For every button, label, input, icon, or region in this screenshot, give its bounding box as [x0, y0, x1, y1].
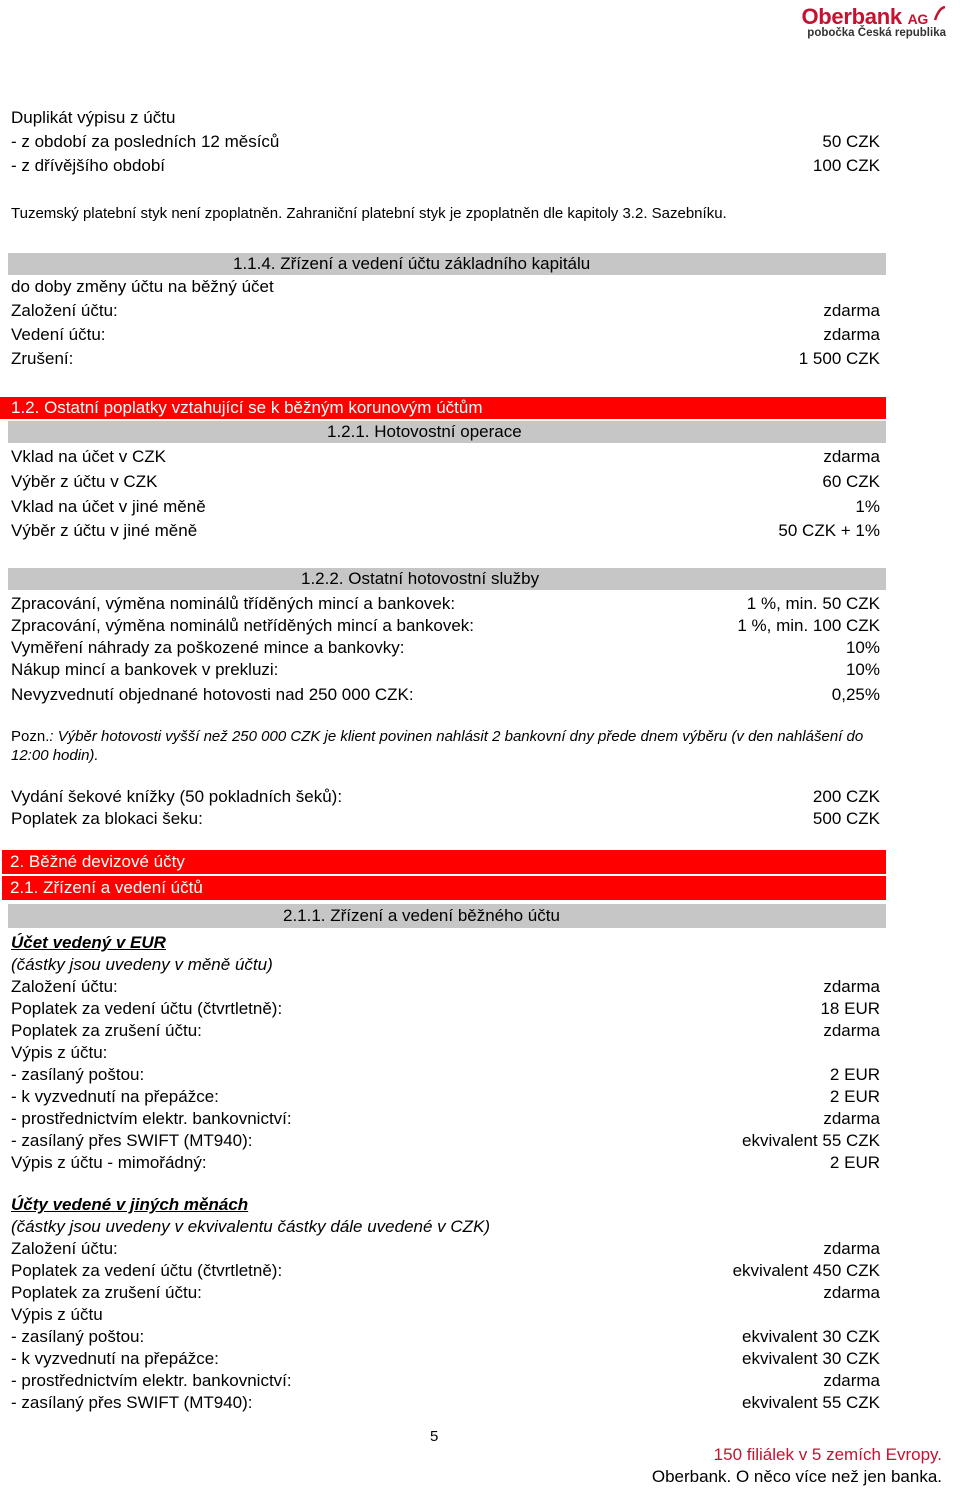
eur-account-heading: Účet vedený v EUR [11, 933, 166, 952]
fee-row: - zasílaný poštou: ekvivalent 30 CZK [11, 1327, 880, 1346]
fee-row: Zrušení: 1 500 CZK [11, 349, 880, 368]
fee-row: Poplatek za vedení účtu (čtvrtletně): 18 EUR [11, 999, 880, 1018]
section-2-1-1-header: 2.1.1. Zřízení a vedení běžného účtu [8, 904, 886, 928]
fee-row: - k vyzvednutí na přepážce: ekvivalent 30 CZK [11, 1349, 880, 1368]
fee-row: Založení účtu: zdarma [11, 977, 880, 996]
fee-row: Poplatek za zrušení účtu: zdarma [11, 1283, 880, 1302]
withdrawal-note: Pozn.: Výběr hotovosti vyšší než 250 000 CZK je klient povinen nahlásit 2 bankovní dny přede dnem výběru (v den nahlášení do 12:00 hodin). [11, 728, 864, 764]
page-number: 5 [430, 1428, 439, 1445]
section-subtitle: do doby změny účtu na běžný účet [11, 277, 274, 296]
fee-row: Zpracování, výměna nominálů netříděných mincí a bankovek: 1 %, min. 100 CZK [11, 616, 880, 635]
logo-swoosh-icon [932, 6, 946, 22]
oberbank-logo [746, 4, 946, 40]
fee-row: - zasílaný přes SWIFT (MT940): ekvivalent 55 CZK [11, 1131, 880, 1150]
fee-row: - z období za posledních 12 měsíců 50 CZK [11, 132, 880, 151]
logo-name: Oberbank AG [801, 4, 928, 29]
fee-row: Poplatek za blokaci šeku: 500 CZK [11, 809, 880, 828]
fee-row: Založení účtu: zdarma [11, 1239, 880, 1258]
footer-tagline-branches: 150 filiálek v 5 zemích Evropy. [713, 1445, 942, 1464]
fee-row: Výběr z účtu v CZK 60 CZK [11, 472, 880, 491]
fee-row: Poplatek za vedení účtu (čtvrtletně): ekvivalent 450 CZK [11, 1261, 880, 1280]
fee-row: Zpracování, výměna nominálů tříděných mincí a bankovek: 1 %, min. 50 CZK [11, 594, 880, 613]
fee-row: Vklad na účet v jiné měně 1% [11, 497, 880, 516]
other-currency-subtitle: (částky jsou uvedeny v ekvivalentu částky dále uvedené v CZK) [11, 1217, 491, 1236]
section-2-header: 2. Běžné devizové účty [2, 850, 886, 874]
fee-row: Nevyzvednutí objednané hotovosti nad 250 000 CZK: 0,25% [11, 685, 880, 704]
fee-row: - prostřednictvím elektr. bankovnictví: zdarma [11, 1109, 880, 1128]
section-1-1-4-header: 1.1.4. Zřízení a vedení účtu základního kapitálu [8, 253, 886, 275]
section-1-2-1-header: 1.2.1. Hotovostní operace [8, 421, 886, 443]
fee-row: Výpis z účtu: [11, 1043, 108, 1062]
section-1-2-header: 1.2. Ostatní poplatky vztahující se k běžným korunovým účtům [0, 397, 886, 419]
dup-title: Duplikát výpisu z účtu [11, 108, 176, 127]
other-currency-heading: Účty vedené v jiných měnách [11, 1195, 249, 1214]
fee-row: Výpis z účtu [11, 1305, 103, 1324]
fee-row: Vydání šekové knížky (50 pokladních šeků): 200 CZK [11, 787, 880, 806]
footer-tagline-slogan: Oberbank. O něco více než jen banka. [651, 1467, 942, 1486]
fee-row: - z dřívějšího období 100 CZK [11, 156, 880, 175]
fee-row: - zasílaný poštou: 2 EUR [11, 1065, 880, 1084]
fee-row: Vedení účtu: zdarma [11, 325, 880, 344]
payment-note: Tuzemský platební styk není zpoplatněn. Zahraniční platební styk je zpoplatněn dle kapitoly 3.2. Sazebníku. [11, 205, 727, 222]
logo-subtitle: pobočka Česká republika [807, 27, 946, 39]
section-2-1-header: 2.1. Zřízení a vedení účtů [2, 876, 886, 900]
eur-account-subtitle: (částky jsou uvedeny v měně účtu) [11, 955, 273, 974]
fee-row: Vklad na účet v CZK zdarma [11, 447, 880, 466]
dup-title-row [11, 107, 880, 129]
fee-row: Poplatek za zrušení účtu: zdarma [11, 1021, 880, 1040]
fee-row: - k vyzvednutí na přepážce: 2 EUR [11, 1087, 880, 1106]
fee-row: - prostřednictvím elektr. bankovnictví: zdarma [11, 1371, 880, 1390]
fee-row: - zasílaný přes SWIFT (MT940): ekvivalent 55 CZK [11, 1393, 880, 1412]
fee-row: Nákup mincí a bankovek v prekluzi: 10% [11, 660, 880, 679]
section-1-2-2-header: 1.2.2. Ostatní hotovostní služby [8, 568, 886, 590]
fee-row: Výpis z účtu - mimořádný: 2 EUR [11, 1153, 880, 1172]
fee-row: Vyměření náhrady za poškozené mince a bankovky: 10% [11, 638, 880, 657]
fee-row: Založení účtu: zdarma [11, 301, 880, 320]
fee-row: Výběr z účtu v jiné měně 50 CZK + 1% [11, 521, 880, 540]
